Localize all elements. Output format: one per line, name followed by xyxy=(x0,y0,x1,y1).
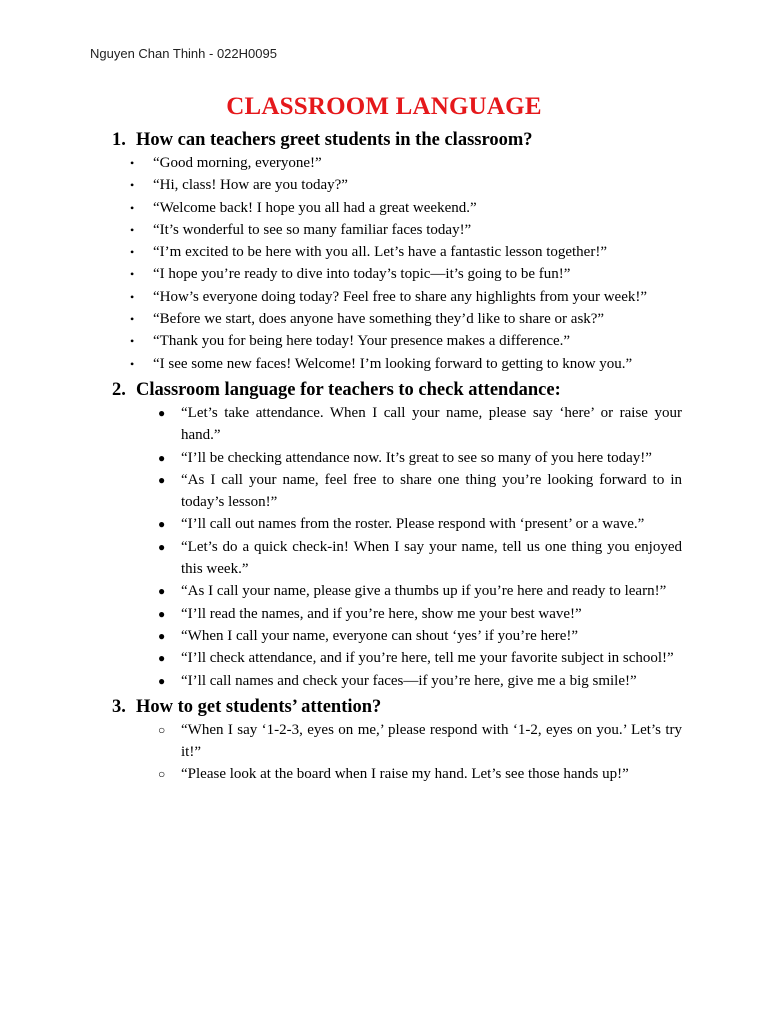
list-item: ● “As I call your name, feel free to share one thing you’re looking forward to in today’s lesson!” xyxy=(112,469,682,514)
bullet-icon: • xyxy=(130,334,135,349)
bullet-icon: ● xyxy=(158,606,166,621)
document-title: CLASSROOM LANGUAGE xyxy=(226,93,542,120)
bullet-icon: ● xyxy=(158,539,166,554)
bullet-icon: • xyxy=(130,312,135,327)
section-heading xyxy=(112,695,682,719)
bullet-icon: • xyxy=(130,156,135,170)
list-item: ● “I’ll read the names, and if you’re here, show me your best wave!” xyxy=(112,603,682,625)
list-item: • “It’s wonderful to see so many familiar faces today!” xyxy=(84,219,682,241)
document-body xyxy=(112,128,682,786)
section-greetings xyxy=(112,128,682,375)
circle-bullet-icon: ○ xyxy=(158,767,166,782)
section-title: Classroom language for teachers to check attendance: xyxy=(136,379,561,400)
list-item: • “Thank you for being here today! Your presence makes a difference.” xyxy=(84,330,682,352)
bullet-icon: ● xyxy=(158,405,166,420)
list-item: • “I hope you’re ready to dive into today’s topic—it’s going to be fun!” xyxy=(84,263,682,285)
list-item: ● “When I call your name, everyone can shout ‘yes’ if you’re here!” xyxy=(112,625,682,647)
bullet-icon: ● xyxy=(158,651,166,666)
section-number: 2. xyxy=(112,379,126,400)
list-item: ● “I’ll check attendance, and if you’re here, tell me your favorite subject in school!” xyxy=(112,647,682,669)
bullet-icon: ● xyxy=(158,450,166,465)
list-item: • “Good morning, everyone!” xyxy=(84,152,682,174)
section-title: How can teachers greet students in the classroom? xyxy=(136,130,533,150)
bullet-icon: • xyxy=(130,222,135,237)
list-item: • “Hi, class! How are you today?” xyxy=(84,174,682,196)
list-item: • “I see some new faces! Welcome! I’m looking forward to getting to know you.” xyxy=(84,353,682,375)
bullet-icon: • xyxy=(130,245,135,260)
bullet-icon: ● xyxy=(158,472,166,487)
attention-list xyxy=(112,719,682,786)
section-heading xyxy=(112,378,682,402)
bullet-icon: ● xyxy=(158,673,166,688)
list-item: ● “I’ll call names and check your faces—if you’re here, give me a big smile!” xyxy=(112,670,682,692)
bullet-icon: • xyxy=(130,267,135,282)
attendance-list xyxy=(112,402,682,692)
bullet-icon: • xyxy=(130,178,135,193)
section-number: 1. xyxy=(112,130,126,150)
list-item: ● “As I call your name, please give a thumbs up if you’re here and ready to learn!” xyxy=(112,580,682,602)
author-header: Nguyen Chan Thinh - 022H0095 xyxy=(90,46,277,61)
list-item: ● “I’ll call out names from the roster. Please respond with ‘present’ or a wave.” xyxy=(112,513,682,535)
greeting-list xyxy=(84,152,682,375)
list-item: ● “Let’s do a quick check-in! When I say your name, tell us one thing you enjoyed this week.” xyxy=(112,536,682,581)
bullet-icon: • xyxy=(130,356,135,371)
list-item: • “Before we start, does anyone have something they’d like to share or ask?” xyxy=(84,308,682,330)
section-heading xyxy=(112,128,682,152)
section-attendance xyxy=(112,378,682,692)
section-title: How to get students’ attention? xyxy=(136,696,382,717)
list-item: • “How’s everyone doing today? Feel free to share any highlights from your week!” xyxy=(84,286,682,308)
list-item: • “I’m excited to be here with you all. Let’s have a fantastic lesson together!” xyxy=(84,241,682,263)
list-item: ● “Let’s take attendance. When I call your name, please say ‘here’ or raise your hand.” xyxy=(112,402,682,447)
list-item: ○ “When I say ‘1-2-3, eyes on me,’ please respond with ‘1-2, eyes on you.’ Let’s try it!” xyxy=(112,719,682,764)
bullet-icon: • xyxy=(130,289,135,304)
circle-bullet-icon: ○ xyxy=(158,722,166,737)
bullet-icon: • xyxy=(130,200,135,215)
section-attention xyxy=(112,695,682,786)
bullet-icon: ● xyxy=(158,517,166,532)
list-item: ○ “Please look at the board when I raise my hand. Let’s see those hands up!” xyxy=(112,763,682,785)
bullet-icon: ● xyxy=(158,628,166,643)
list-item: ● “I’ll be checking attendance now. It’s great to see so many of you here today!” xyxy=(112,447,682,469)
section-number: 3. xyxy=(112,696,126,717)
list-item: • “Welcome back! I hope you all had a great weekend.” xyxy=(84,197,682,219)
bullet-icon: ● xyxy=(158,584,166,599)
